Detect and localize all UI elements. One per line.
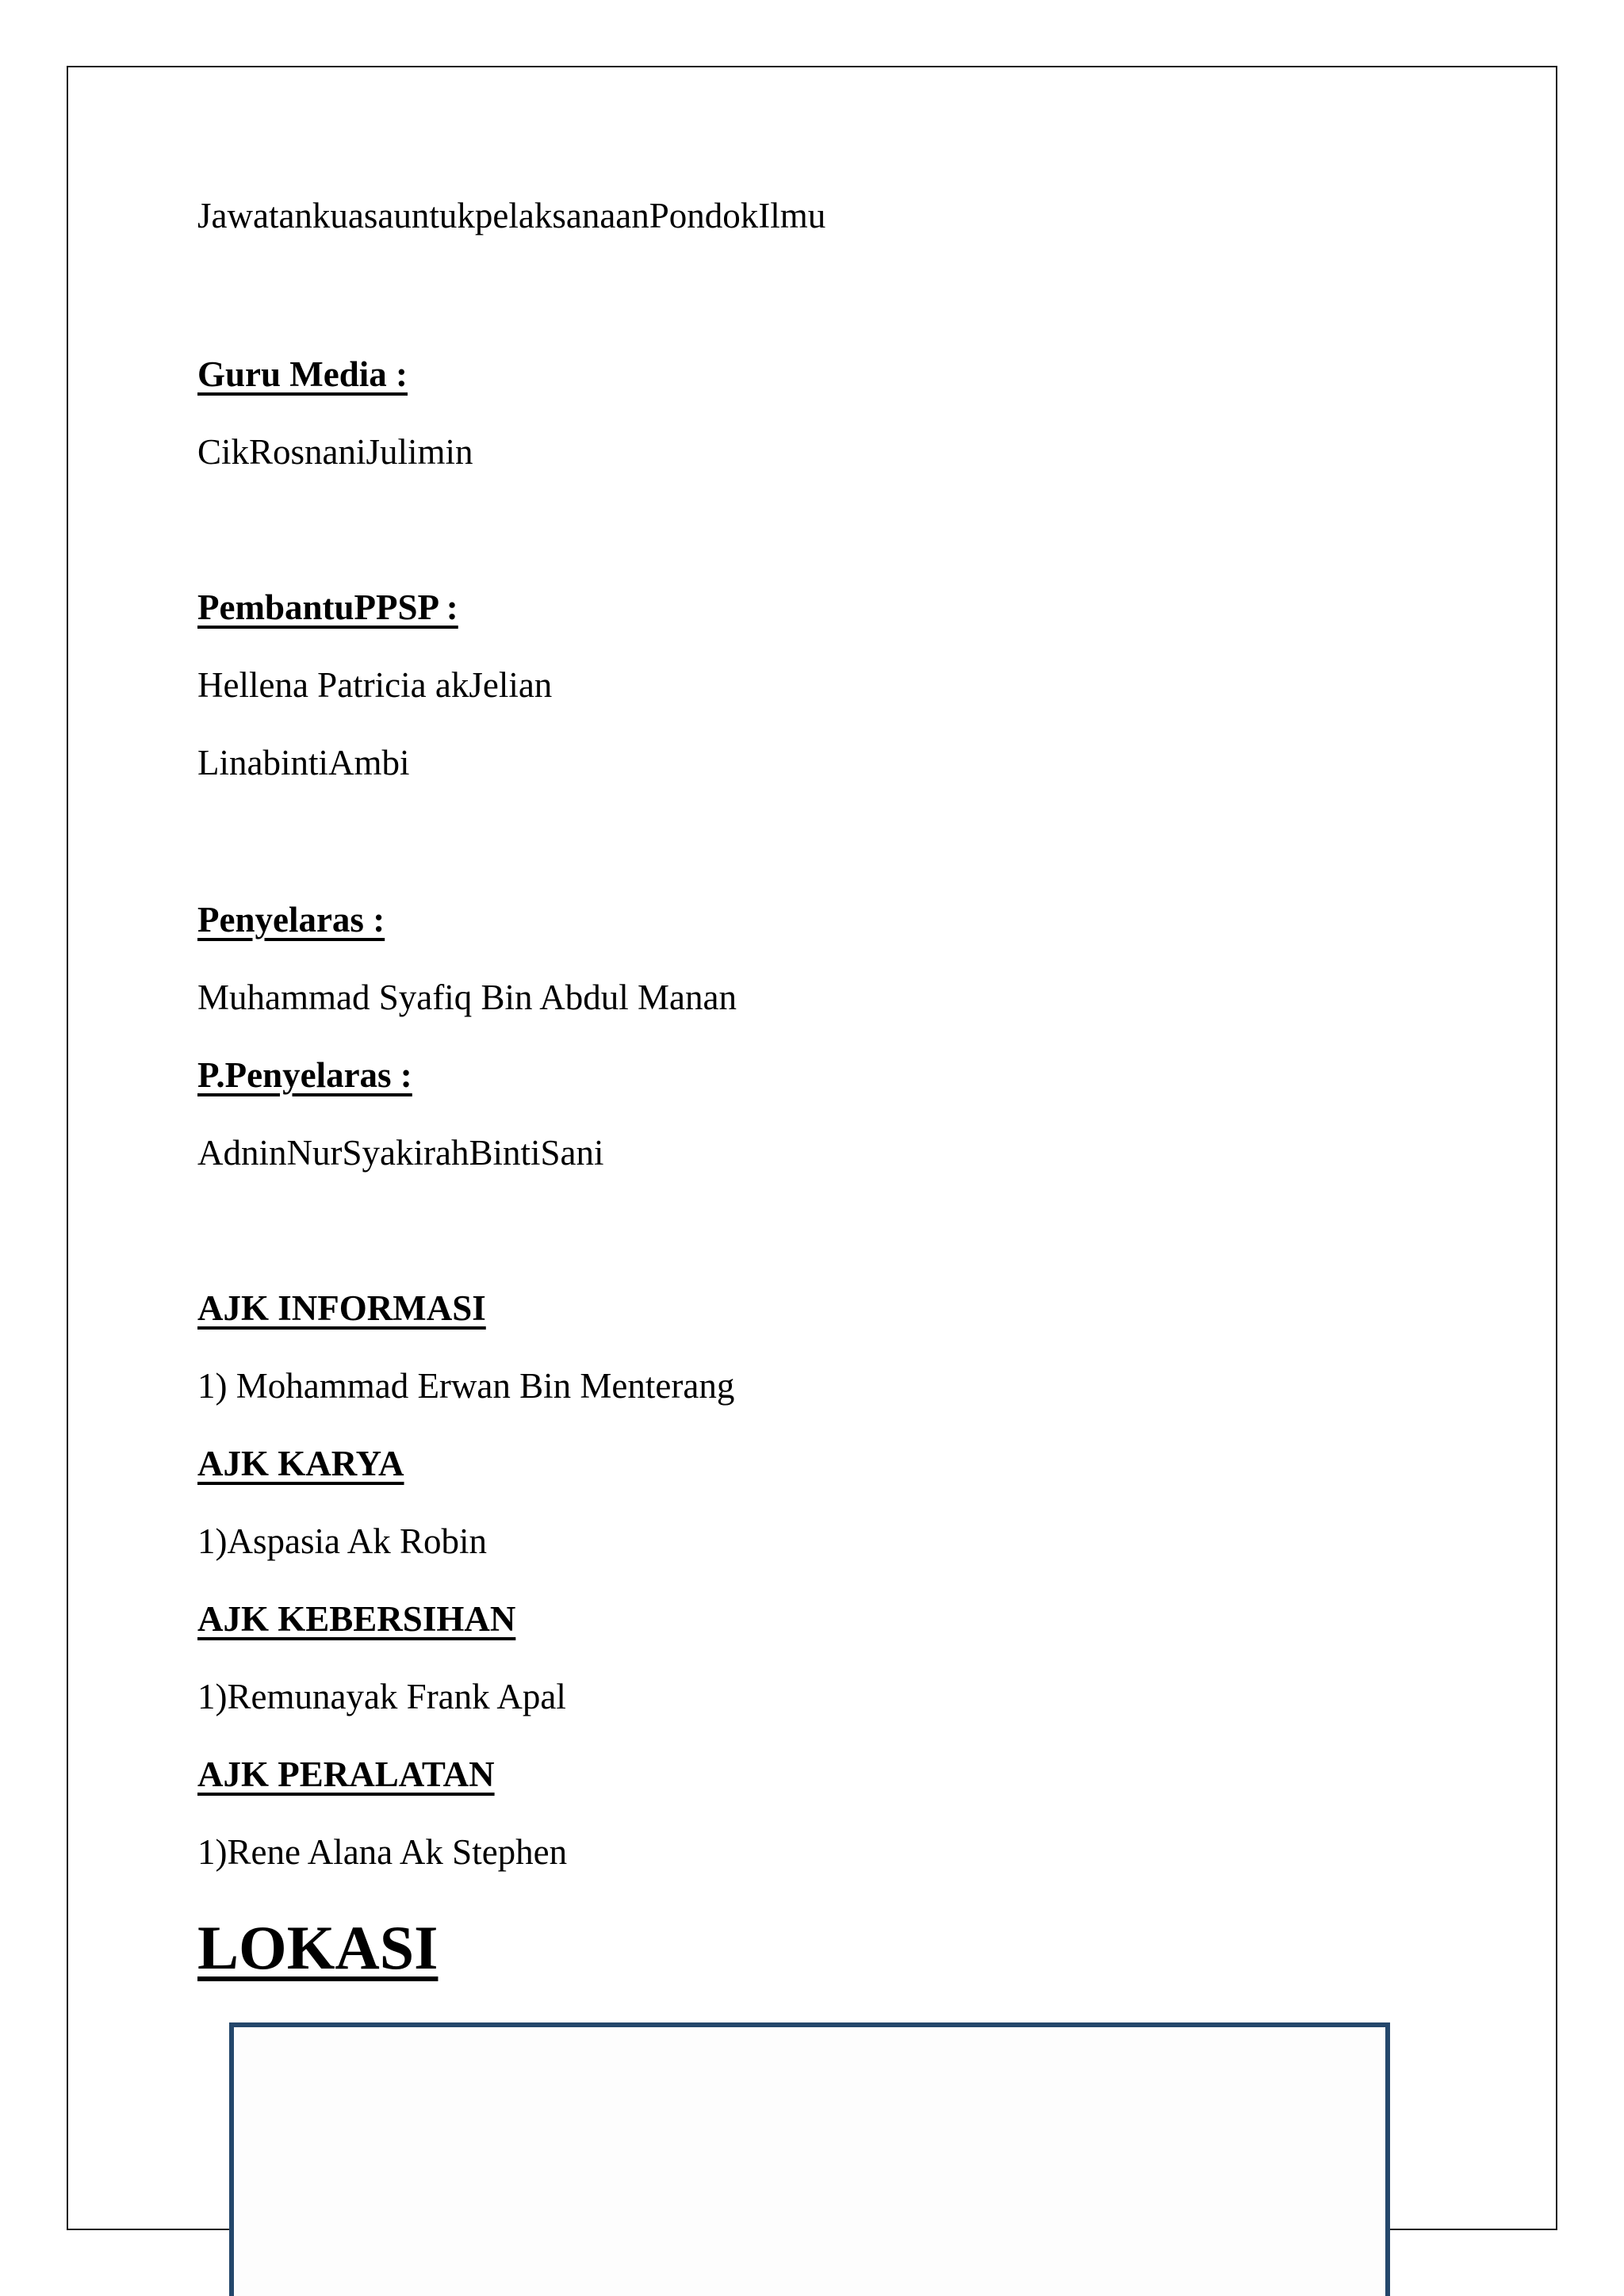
location-map-frame: [229, 2022, 1390, 2296]
location-heading: LOKASI: [197, 1913, 439, 1982]
p-penyelaras-name: AdninNurSyakirahBintiSani: [197, 1133, 604, 1173]
committee-title: JawatankuasauntukpelaksanaanPondokIlmu: [197, 196, 826, 235]
ajk-kebersihan-member: 1)Remunayak Frank Apal: [197, 1677, 566, 1716]
ajk-peralatan-member: 1)Rene Alana Ak Stephen: [197, 1832, 568, 1872]
heading-guru-media: Guru Media :: [197, 354, 408, 394]
penyelaras-name: Muhammad Syafiq Bin Abdul Manan: [197, 978, 737, 1017]
heading-penyelaras: Penyelaras :: [197, 900, 385, 939]
pembantu-ppsp-name-1: Hellena Patricia akJelian: [197, 665, 553, 705]
heading-ajk-karya: AJK KARYA: [197, 1444, 404, 1483]
ajk-karya-member: 1)Aspasia Ak Robin: [197, 1521, 487, 1561]
guru-media-name: CikRosnaniJulimin: [197, 432, 473, 472]
heading-ajk-informasi: AJK INFORMASI: [197, 1288, 486, 1328]
heading-p-penyelaras: P.Penyelaras :: [197, 1055, 412, 1095]
pembantu-ppsp-name-2: LinabintiAmbi: [197, 743, 410, 783]
heading-ajk-peralatan: AJK PERALATAN: [197, 1755, 495, 1794]
heading-ajk-kebersihan: AJK KEBERSIHAN: [197, 1599, 516, 1639]
ajk-informasi-member: 1) Mohammad Erwan Bin Menterang: [197, 1366, 735, 1406]
heading-pembantu-ppsp: PembantuPPSP :: [197, 587, 458, 627]
